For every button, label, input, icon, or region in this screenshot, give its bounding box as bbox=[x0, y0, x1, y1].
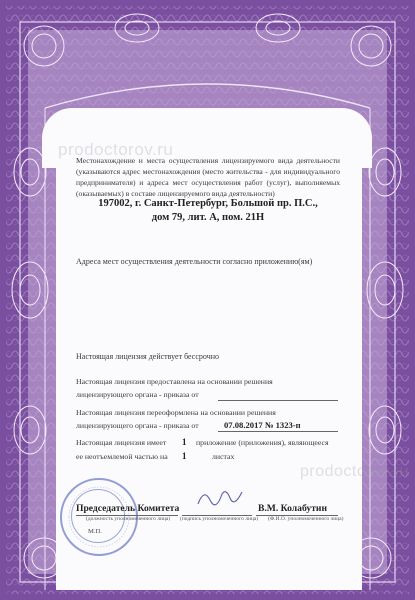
places-text: Адреса мест осуществления деятельности согласно приложению(ям) bbox=[76, 257, 313, 266]
address-line-2: дом 79, лит. А, пом. 21Н bbox=[151, 212, 265, 223]
appendix-sheets: 1 bbox=[182, 451, 187, 461]
granted-date-line bbox=[218, 400, 338, 401]
reissued-line-1: Настоящая лицензия переоформлена на основании решения bbox=[76, 408, 276, 417]
reissued-line-2: лицензирующего органа - приказа от bbox=[76, 421, 199, 430]
intro-paragraph: Местонахождение и места осуществления лицензируемого вида деятельности (указываются адрес местонахождения (место жительства - для индивидуального предпринимателя) и адреса мест осуществления работ (услуг), выполняемых (оказываемых) в составе лицензируемого вида деятельности) bbox=[76, 156, 340, 198]
granted-line-1: Настоящая лицензия предоставлена на основании решения bbox=[76, 377, 273, 386]
appendix-count: 1 bbox=[182, 437, 187, 447]
watermark-top: prodoctorov.ru bbox=[58, 140, 174, 159]
appendix-part-1: Настоящая лицензия имеет bbox=[76, 438, 167, 447]
address-line-1: 197002, г. Санкт-Петербург, Большой пр. П.С., bbox=[98, 198, 318, 209]
watermark-bottom: prodoctorov.ru bbox=[300, 463, 409, 480]
signer-name: В.М. Колабутин bbox=[258, 503, 327, 514]
signer-name-caption: (Ф.И.О. уполномоченного лица) bbox=[268, 516, 344, 522]
granted-line-2: лицензирующего органа - приказа от bbox=[76, 390, 199, 399]
validity-text: Настоящая лицензия действует бессрочно bbox=[76, 352, 220, 361]
signer-title: Председатель Комитета bbox=[76, 503, 180, 514]
reissued-order-value: 07.08.2017 № 1323-п bbox=[224, 420, 301, 430]
reissued-date-line bbox=[218, 431, 338, 432]
seal-mark: М.П. bbox=[88, 528, 102, 535]
signer-title-caption: (должность уполномоченного лица) bbox=[86, 516, 171, 522]
appendix-part-4: листах bbox=[212, 452, 235, 461]
signature-caption: (подпись уполномоченного лица) bbox=[180, 516, 259, 522]
appendix-part-2: приложение (приложения), являющееся bbox=[196, 438, 329, 447]
handwritten-signature bbox=[196, 484, 248, 510]
appendix-part-3: ее неотъемлемой частью на bbox=[76, 452, 168, 461]
